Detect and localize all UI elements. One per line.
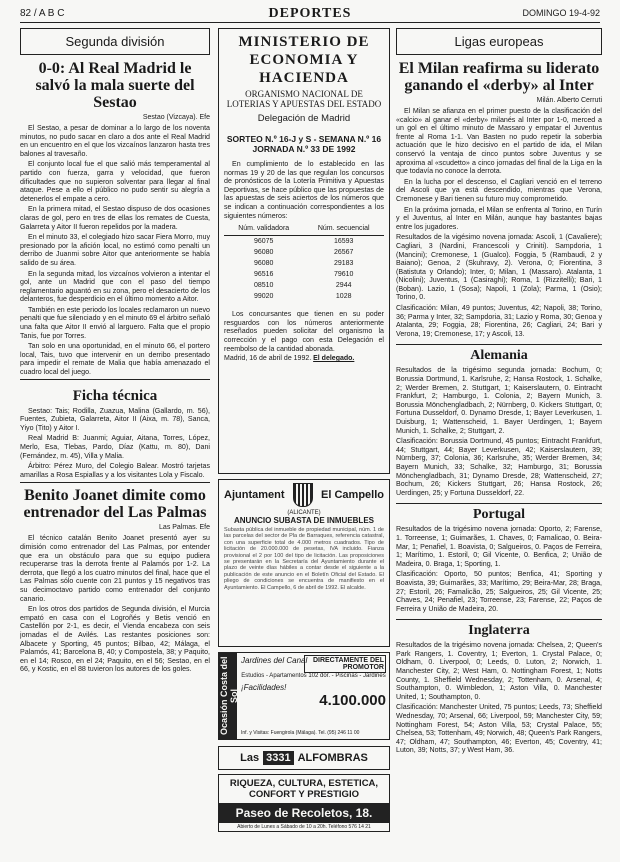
cell: 96516 <box>253 271 274 279</box>
byline: Las Palmas. Efe <box>159 524 210 532</box>
cell: 79610 <box>333 271 354 279</box>
article-paragraph: En la segunda mitad, los vizcaínos volvieron a intentar el gol, ante un Madrid que con el paso del tiempo reglamentario aguantó en su zona, pero el desacierto de los delanteros, fue desperdicio en el último momento a Aitor. <box>20 269 210 304</box>
league-title-alemania: Alemania <box>396 344 602 364</box>
sorteo-line: SORTEO N.º 16-J y S - SEMANA N.º 16 JORNADA N.º 33 DE 1992 <box>226 134 382 154</box>
page-header <box>20 6 600 23</box>
lottery-notice <box>218 28 390 474</box>
cell: 1028 <box>335 293 352 301</box>
ayuntamiento-label: Ajuntament <box>224 489 285 501</box>
ad-facilities: ¡Facilidades! <box>241 683 287 692</box>
article-paragraph: El conjunto local fue el que salió más temperamental al partido con fuerza, garra y velocidad, que fueron dificultades que no supieron solventar para llegar al final ataque. Pese a ello el público no pudo sentir su alegría a detenerlos el empate a cero. <box>20 160 210 203</box>
ad3-slogan: RIQUEZA, CULTURA, ESTETICA, CONFORT Y PRESTIGIO <box>229 778 379 800</box>
coat-of-arms-icon <box>293 483 313 507</box>
cell: 99020 <box>253 293 274 301</box>
section-label: Segunda división <box>20 28 210 55</box>
league-title-portugal: Portugal <box>396 503 602 523</box>
headline-milan: El Milan reafirma su liderato ganando el «derby» al Inter <box>398 60 600 94</box>
campello-city: (ALICANTE) <box>287 510 321 516</box>
section-label: Ligas europeas <box>396 28 602 55</box>
issue-date: DOMINGO 19-4-92 <box>522 8 600 18</box>
cell: 08510 <box>253 282 274 290</box>
byline: Milán. Alberto Cerruti <box>536 97 602 104</box>
delegation: Delegación de Madrid <box>257 113 351 124</box>
signature-place: Madrid, 16 de abril de 1992. <box>224 355 312 363</box>
cell: 96080 <box>253 260 274 268</box>
article-paragraph: En la lucha por el descenso, el Cagliari venció en el terreno del Ascoli que ya está descendido, mientras que Verona, Cremonese y Bari tienen su futuro muy comprometido. <box>396 177 602 203</box>
campello-ad <box>218 479 390 647</box>
league-title-inglaterra: Inglaterra <box>396 619 602 639</box>
ficha-sestao: Sestao: Tais; Rodilla, Zuazua, Malina (Gallardo, m. 56), Fuentes, Zubieta, Galarreta, Aitor II (Aixa, m. 78), Sanca, Yiyo (Tito) y Aitor I. <box>20 406 210 432</box>
alemania-standings: Clasificación: Borussia Dortmund, 45 puntos; Eintracht Frankfurt, 44; Stuttgart, 44; Bayer Leverkusen, 42; Kaiserslautern, 39; Nürnberg, 37; Colonia, 36; Karlsruhe, 35; Werder Bremen, 34; Bayern Munich, 33; Schalke, 32; Hamburgo, 31; Borussia Mönchengladbach, 31; Dynamo Dresde, 28; Wattenscheid, 27; Bochum, 26; Kickers Stuttgart, 26; Hansa Rostock, 26; Uerdingen, 25; y Fortuna Dusseldorf, 22. <box>396 437 602 497</box>
ad2-pre: Las <box>240 752 260 764</box>
table-header: Núm. validadora <box>224 224 303 236</box>
italia-results: Resultados de la vigésimo novena jornada: Ascoli, 1 (Cavaliere); Cagliari, 3 (Nardini, Francescoli y Criniti). Sampdoria, 1 (Mancini); Cremonese, 1 (Gualco). Foggia, 5 (Rambaudi, 2 y Baiano); Genoa, 2 (Skuhravy, 2). Verona, 0; Fiorentina, 3 (Batistuta y Orlando); Inter, 0; Milan, 1 (Massaro). Atalanta, 1 (Nicolini); Juventus, 1 (Casiraghi); Roma, 1 (Rizzitelli); Bari, 1 (Boban). Lazio, 1 (Sosa); Napoli, 1 (Zola); Parma, 1 (Osio); Torino, 0. <box>396 233 602 302</box>
italia-standings: Clasificación: Milan, 49 puntos; Juventus, 42; Napoli, 38; Torino, 36; Parma y Inter, 32; Sampdoria, 31; Lazio y Roma, 30; Genoa y Atalanta, 29; Foggia, 28; Fiorentina, 26; Cagliari, 24; Bari y Verona, 19; Cremonese, 17; y Ascoli, 13. <box>396 304 602 338</box>
ad-price: 4.100.000 <box>319 692 386 709</box>
alfombras-ad <box>218 746 390 770</box>
table-header: Núm. secuencial <box>303 224 384 236</box>
table-row <box>224 258 384 269</box>
campello-name: El Campello <box>321 489 384 501</box>
cell: 16593 <box>333 238 354 246</box>
cell: 2944 <box>335 282 352 290</box>
cell: 96080 <box>253 249 274 257</box>
article-paragraph: El Milan se afianza en el primer puesto de la clasificación del «calcio» al ganar el «derby» milanés al Inter por 1-0, merced a un gol en el último minuto de Massaro y empatar el Juventus frente al Roma 1-1. Van Basten no pudo repetir la soberbia actuación que le hizo decisivo en el partido de ida, el Milan conservó la ventaja de cinco puntos sobre Juventus y se aproxima al «scudetto» a cinco jornadas del final de la Liga en la que todavía no conoce la derrota. <box>396 107 602 176</box>
article-paragraph: El técnico catalán Benito Joanet presentó ayer su dimisión como entrenador del Las Palmas, por entender que era un obstáculo para que su equipo pudiera recuperarse tras la derrota frente al Palamós por 1-2. La derrota, que llegó a los cuatro minutos del final, hace que el Las Palmas sólo cuente con 21 puntos y 15 negativos tras su decimoctavo partido como entrenador del conjunto canario. <box>20 534 210 603</box>
column-right <box>396 28 602 858</box>
notice-intro: En cumplimiento de lo establecido en las normas 19 y 20 de las que regulan los concursos de pronósticos de la Lotería Primitiva y Apuestas Deportivas, se hace público que las propuestas de las apuestas de seis aciertos de los números que se indican a continuación correspondientes a los siguientes números: <box>224 160 384 220</box>
ficha-tecnica <box>20 379 210 480</box>
article-paragraph: En los otros dos partidos de Segunda división, el Murcia empató en casa con el Logroñés y Betis venció en Castellón por 2-1, es decir, el Vienda encabeza con seis jornadas el de Avilés. Las restantes posiciones son: Albacete y Sporting, 45 puntos; Bilbao, 42; Málaga, el Palamós, 41; Barcelona B, 40; y Compostela, 38; y Paquito, en el 14; Rosco, en el 24; Paquito, en el 56; Sestao, en el 66, y Kostic, en el 88 tuvieron los autores de los goles. <box>20 605 210 674</box>
table-row <box>224 291 384 302</box>
article-paragraph: También en este periodo los locales reclamaron un nuevo penalti que fue silenciado y en el minuto 69 el árbitro señaló una falta que Aitor II envió al larguero. Falta que el propio Tanis, fue por Torres. <box>20 305 210 340</box>
headline-real-madrid: 0-0: Al Real Madrid le salvó la mala suerte del Sestao <box>35 60 195 111</box>
recoletos-ad <box>218 774 390 832</box>
campello-header <box>219 480 389 510</box>
table-row <box>224 247 384 258</box>
organism-name: ORGANISMO NACIONAL DE LOTERIAS Y APUESTAS DEL ESTADO <box>226 89 382 109</box>
ficha-title: Ficha técnica <box>72 387 158 404</box>
ad-footer: Inf. y Visitas: Fuengirola (Málaga). Tel. (95) 246 11 00 <box>241 730 360 736</box>
headline-joanet: Benito Joanet dimite como entrenador del Las Palmas <box>23 487 207 522</box>
table-row <box>224 280 384 291</box>
portugal-standings: Clasificación: Oporto, 50 puntos; Benfica, 41; Sporting y Boavista, 39; Guimarães, 33; Marítimo, 29; Beira-Mar, 28; Braga, 27; Estoril, 26; Famalicão, 25; Salgueiros, 25; Gil Vicente, 25; Chaves, 24; Penafiel, 23; Torreense, 23; Farense, 22; Paços de Ferreira y União de Madeira, 20. <box>396 570 602 613</box>
ministry-name: MINISTERIO DE ECONOMIA Y HACIENDA <box>238 34 370 86</box>
ad2-post: ALFOMBRAS <box>297 752 368 764</box>
ad-features: Estudios - Apartamentos 102 dor. - Piscinas - Jardines <box>241 673 386 679</box>
table-row <box>224 269 384 280</box>
byline: Sestao (Vizcaya). Efe <box>142 114 210 121</box>
signature-line <box>224 355 384 362</box>
article-paragraph: En la próxima jornada, el Milan se enfrenta al Torino, en Turín y el Juventus, al Inter en Milán, aunque hay bastantes bajas entre los jugadores. <box>396 205 602 231</box>
ficha-arbitro: Árbitro: Pérez Muro, del Colegio Balear. Mostró tarjetas amarillas a Rosa Espiallas y a los visitantes Lola y Fiscalo. <box>20 462 210 479</box>
article-paragraph: En el minuto 33, el colegiado hizo sacar Fiera Morro, muy presionado por la afición local, no estimó como penalti un derribo de Juanmi sobre Aitor que anteriormente se había salido de su área. <box>20 233 210 267</box>
ad-brand: Jardines del Canal <box>241 656 308 665</box>
column-middle <box>218 28 390 858</box>
validation-table <box>224 224 384 302</box>
section-title: DEPORTES <box>268 6 352 21</box>
article-paragraph: En la primera mitad, el Sestao dispuso de dos ocasiones claras de gol, pero en tres de ellas los remates de Cuesta, Galarreta y Aitor II fueron repelidos por la madera. <box>20 205 210 231</box>
cell: 96075 <box>253 238 274 246</box>
alemania-results: Resultados de la trigésimo segunda jornada: Bochum, 0; Borussia Dortmund, 1. Karlsruhe, 2; Hansa Rostock, 1. Schalke, 2; Werder Bremen, 2. Stuttgart, 1; Kaiserslautern, 0. Eintracht Frankfurt, 2; Hamburgo, 1. Colonia, 2; Bayern Munich, 3. Borussia Mönchengladbach, 2; Nürnberg, 0. Kickers Stuttgart, 0; Fortuna Dusseldorf, 0. Dynamo Dresde, 1; Bayer Leverkusen, 1. Duisburg, 1; Wattenscheid, 1. Bayer Uerdingen, 1; Bayern Munich, 1. Schalke, 2; Stuttgart, 2. <box>396 366 602 435</box>
page-number: 82 / A B C <box>20 8 65 19</box>
cell: 29183 <box>333 260 354 268</box>
ad-vertical-label: Ocasión Costa del Sol <box>219 653 237 739</box>
cell: 26567 <box>333 249 354 257</box>
inglaterra-standings: Clasificación: Manchester United, 75 puntos; Leeds, 73; Sheffield Wednesday, 70; Arsenal, 66; Liverpool, 59; Manchester City, 59; Nottingham Forest, 54; Aston Villa, 53; Crystal Palace, 55; Chelsea, 53; Tottenham, 49; Norwich, 48; Queen's Park Rangers, 47; Oldham, 47; Southampton, 46; Everton, 45; Coventry, 41; Luton, 39; Notts, 37; y West Ham, 36. <box>396 703 602 755</box>
article-paragraph: El Sestao, a pesar de dominar a lo largo de los noventa minutos, no pudo sacar en claro a dos ante el Real Madrid en un encuentro en el que los vizcaínos lanzaron hasta tres balones al travesaño. <box>20 124 210 158</box>
auction-title: ANUNCIO SUBASTA DE INMUEBLES <box>233 516 374 525</box>
portugal-results: Resultados de la trigésimo novena jornada: Oporto, 2; Farense, 1. Torreense, 1; Guimarães, 1. Chaves, 0; Famalicao, 0. Beira-Mar, 1; Penafiel, 1. Boavista, 0; Salgueiros, 0. Paços de Ferreira, 1; Marítimo, 1. Estoril, 0; Gil Vicente, 0. Benfica, 2; União de Madeira, 0. Braga, 1; Sporting, 1. <box>396 525 602 568</box>
divider <box>20 482 210 483</box>
costa-del-sol-ad <box>218 652 390 740</box>
article-paragraph: Tan solo en una oportunidad, en el minuto 66, el portero local, Tais, tuvo que intervenir en un derribo presentado para impedir el remate de Malia que había amenazado el cuadro local del juego. <box>20 342 210 377</box>
ad3-footer: Abierto de Lunes a Sábado de 10 a 20h. Teléfono 576 14 21 <box>237 824 371 830</box>
table-row <box>224 236 384 248</box>
inglaterra-results: Resultados de la trigésimo novena jornada: Chelsea, 2; Queen's Park Rangers, 1. Coventry, 1; Everton, 1. Crystal Palace, 0; Oldham, 0. Liverpool, 0; Leeds, 0. Luton, 2; Norwich, 1. Manchester City, 2; West Ham, 0. Nottingham Forest, 1; Notts County, 1. Sheffield Wednesday, 2; Tottenham, 0. Arsenal, 4; Southampton, 0. Wimbledon, 1; Aston Villa, 0. Manchester United, 1; Southampton, 0. <box>396 641 602 701</box>
ad2-number: 3331 <box>263 751 293 765</box>
notice-outro: Los concursantes que tienen en su poder resguardos con los números anteriormente reseñados pueden solicitar del organismo la corrección y el pago con esta Delegación el reembolso de la cantidad abonada. <box>224 310 384 353</box>
ficha-madrid: Real Madrid B: Juanmi; Aguiar, Aitana, Torres, López, Merlo, Esa, Tlebas, Pardo, Díaz (Kattu, m. 80), Dani (Fernández, m. 45), Villa y Malia. <box>20 434 210 460</box>
column-left <box>20 28 210 858</box>
signature: El delegado. <box>313 355 355 363</box>
ad-promoter-box: DIRECTAMENTE DEL PROMOTOR <box>304 655 386 673</box>
auction-text: Subasta pública del inmueble de propiedad municipal, núm. 1 de las parcelas del sector de Pla de Barraques, referencia catastral, con una superficie total de 4.000 metros cuadrados. Tipo de licitación de 20.000.000 de pesetas, IVA incluido. Fianza provisional el 2 por 100 del tipo de licitación. Las proposiciones se presentarán en la Secretaría del Ayuntamiento durante el plazo de veinte días hábiles a contar desde el siguiente a la publicación de este anuncio en el Boletín Oficial del Estado. El pliego de condiciones se encuentra de manifiesto en el Ayuntamiento. El Campello, 6 de abril de 1992. El alcalde. <box>224 527 384 591</box>
ad3-address: Paseo de Recoletos, 18. <box>219 803 389 823</box>
